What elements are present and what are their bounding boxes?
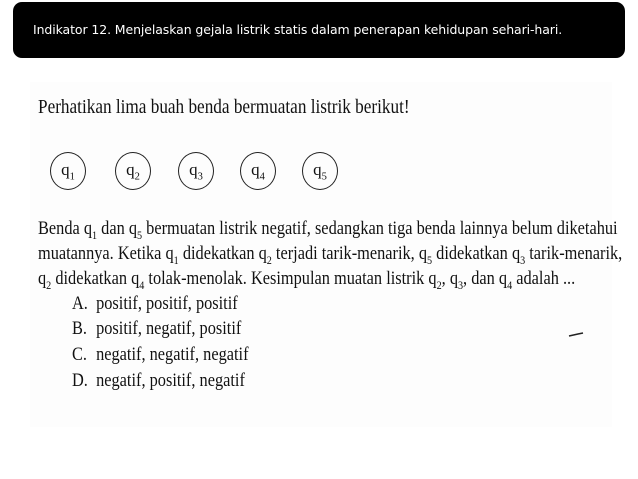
charge-q5: $q_5$ — [302, 152, 338, 190]
option-a: A. positif, positif, positif — [72, 293, 238, 314]
question-image — [30, 82, 623, 427]
pen-mark — [568, 330, 584, 338]
charge-q3: $q_3$ — [178, 152, 214, 190]
question-line-3: $q_2$ didekatkan $q_4$ tolak-menolak. Kesimpulan muatan listrik $q_2$, $q_3$, dan $q_4$ adalah ... — [38, 268, 576, 292]
option-b: B. positif, negatif, positif — [72, 318, 242, 339]
option-d: D. negatif, positif, negatif — [72, 370, 245, 391]
charge-q4: $q_4$ — [240, 152, 276, 190]
question-line-1: Benda $q_1$ dan $q_5$ bermuatan listrik negatif, sedangkan tiga benda lainnya belum diketahui — [38, 218, 618, 242]
option-c: C. negatif, negatif, negatif — [72, 344, 249, 365]
charge-q1: $q_1$ — [50, 152, 86, 190]
question-intro: Perhatikan lima buah benda bermuatan listrik berikut! — [38, 96, 410, 118]
question-line-2: muatannya. Ketika $q_1$ didekatkan $q_2$ terjadi tarik-menarik, $q_5$ didekatkan $q_3$ tarik-menarik, — [38, 243, 623, 267]
charge-q2: $q_2$ — [115, 152, 151, 190]
indicator-banner — [13, 2, 625, 58]
indicator-text: Indikator 12. Menjelaskan gejala listrik statis dalam penerapan kehidupan sehari-hari. — [33, 22, 563, 37]
